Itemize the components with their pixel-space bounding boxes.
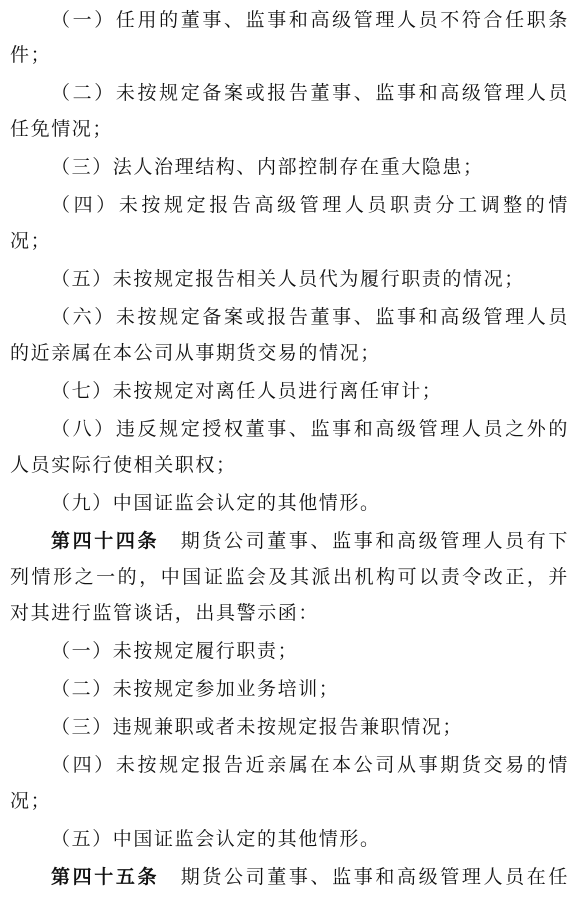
paragraph-line: 列情形之一的，中国证监会及其派出机构可以责令改正，并	[10, 566, 569, 588]
paragraph-line: 况；	[10, 230, 52, 252]
article-45-label: 第四十五条	[51, 866, 160, 888]
paragraph-line: 况；	[10, 790, 52, 812]
article-44-label: 第四十四条	[51, 530, 160, 552]
paragraph-line: 任免情况；	[10, 118, 114, 140]
paragraph-line: （二）未按规定备案或报告董事、监事和高级管理人员	[51, 82, 569, 104]
paragraph-line: 期货公司董事、监事和高级管理人员在任	[180, 866, 569, 888]
paragraph-line: （九）中国证监会认定的其他情形。	[51, 492, 381, 514]
paragraph-line: （三）法人治理结构、内部控制存在重大隐患；	[51, 156, 484, 178]
paragraph-line: 人员实际行使相关职权；	[10, 454, 237, 476]
paragraph-line: （八）违反规定授权董事、监事和高级管理人员之外的	[51, 418, 569, 440]
paragraph-line: （三）违规兼职或者未按规定报告兼职情况；	[51, 716, 464, 738]
paragraph-line: （四）未按规定报告近亲属在本公司从事期货交易的情	[51, 754, 569, 776]
paragraph-line: （二）未按规定参加业务培训；	[51, 678, 340, 700]
paragraph-line: （四）未按规定报告高级管理人员职责分工调整的情	[51, 194, 569, 216]
paragraph-line: （五）未按规定报告相关人员代为履行职责的情况；	[51, 268, 525, 290]
paragraph-line: 的近亲属在本公司从事期货交易的情况；	[10, 342, 381, 364]
paragraph-line: 件；	[10, 44, 52, 66]
article-44-first-line	[51, 526, 569, 556]
article-45-first-line	[51, 862, 569, 892]
paragraph-line: （六）未按规定备案或报告董事、监事和高级管理人员	[51, 306, 569, 328]
paragraph-line: （一）任用的董事、监事和高级管理人员不符合任职条	[51, 9, 569, 31]
paragraph-line: 期货公司董事、监事和高级管理人员有下	[180, 530, 569, 552]
paragraph-line: （一）未按规定履行职责；	[51, 640, 299, 662]
paragraph-line: （七）未按规定对离任人员进行离任审计；	[51, 380, 443, 402]
paragraph-line: 对其进行监管谈话，出具警示函：	[10, 602, 320, 624]
paragraph-line: （五）中国证监会认定的其他情形。	[51, 828, 381, 850]
